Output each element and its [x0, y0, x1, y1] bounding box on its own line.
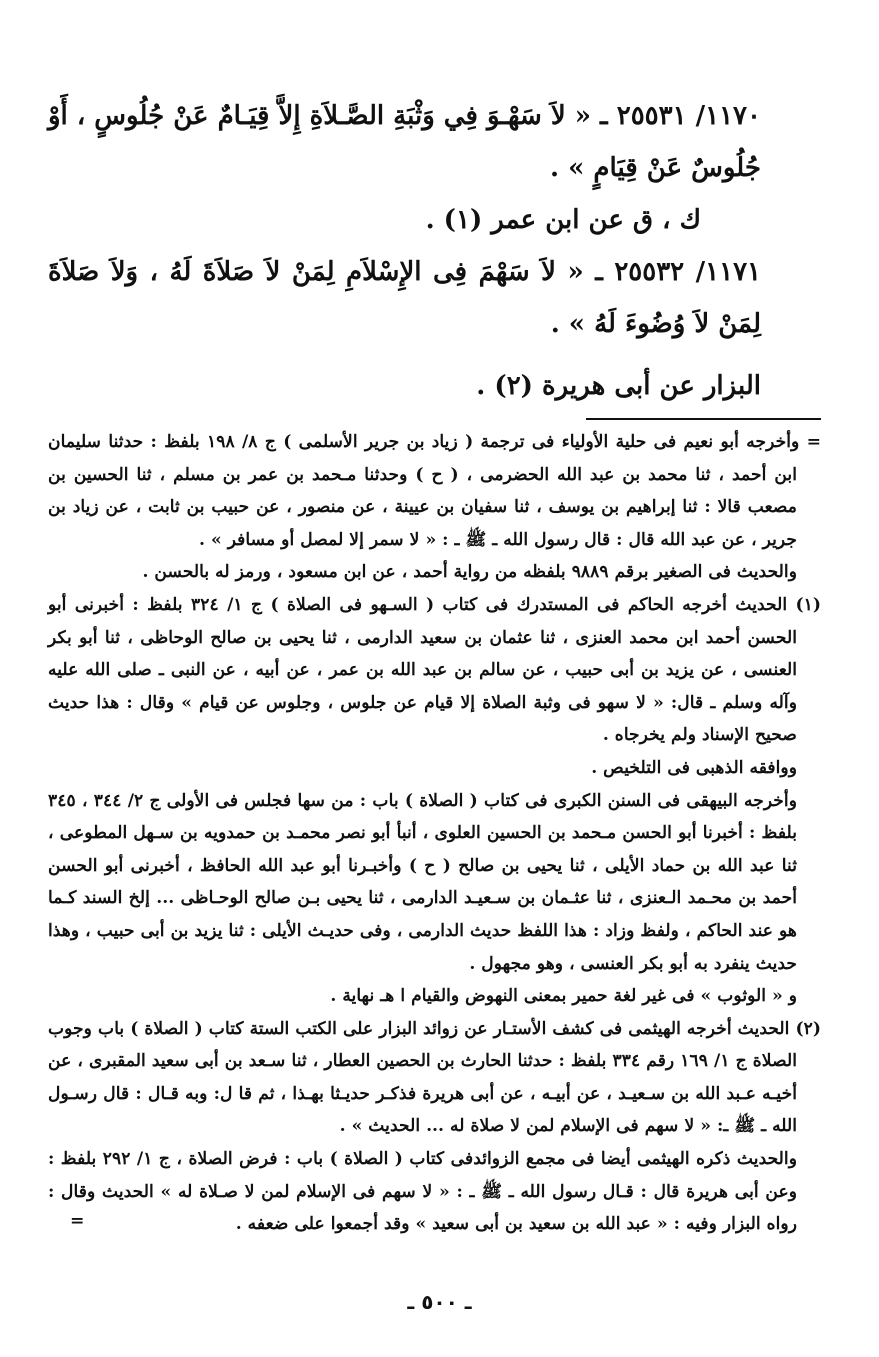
- footnotes: [48, 426, 822, 1235]
- hadith-1170-source: ك ، ق عن ابن عمر (١) .: [425, 205, 701, 235]
- footnote-separator: [586, 418, 821, 420]
- hadith-1171-source: البزار عن أبى هريرة (٢) .: [476, 371, 761, 401]
- footnote-1: (١) الحديث أخرجه الحاكم فى المستدرك فى كتاب ( السـهو فى الصلاة ) ج ١/ ٣٢٤ بلفظ : أخبرنى أبو الحسن أحمد ابن محمد العنزى ، ثنا عثمان بن سعيد الدارمى ، ثنا يحيى بن صالح الوحاظى ، ثنا أبو بكر العنسى ، عن يزيد بن أبى حبيب ، عن سالم بن عبد الله بن عمر ، عن أبيه ، عن النبى ـ صلى الله عليه وآله وسلم ـ قال: « لا سهو فى وثبة الصلاة إلا قيام عن جلوس ، وجلوس عن قيام » وقال : هذا حديث صحيح الإسناد ولم يخرجاه .: [48, 594, 822, 746]
- footnote-continuation-2: والحديث فى الصغير برقم ٩٨٨٩ بلفظه من رواية أحمد ، عن ابن مسعود ، ورمز له بالحسن .: [142, 562, 797, 583]
- footnote-continuation: = وأخرجه أبو نعيم فى حلية الأولياء فى ترجمة ( زياد بن جرير الأسلمى ) ج ٨/ ١٩٨ بلفظ : حدثنا سليمان ابن أحمد ، ثنا محمد بن عبد الله الحضرمى ، ( ح ) وحدثنا مـحمد بن عمر بن مسلم ، ثنا الحسين بن مصعب قالا : ثنا إبراهيم بن يوسف ، ثنا سفيان بن عيينة ، عن منصور ، عن حبيب بن ثابت ، عن زياد بن جرير ، عن عبد الله قال : قال رسول الله ـ ﷺ ـ : « لا سمر إلا لمصل أو مسافر » .: [48, 432, 821, 550]
- footnote-2-majma: والحديث ذكره الهيثمى أيضا فى مجمع الزوائدفى كتاب ( الصلاة ) باب : فرض الصلاة ، ج ١/ ٢٩٢ بلفظ : وعن أبى هريرة قال : قـال رسول الله ـ ﷺ ـ : « لا سهم فى الإسلام لمن لا صـلاة له » الحديث وقال : رواه البزار وفيه : « عبد الله بن سعيد بن أبى سعيد » وقد أجمعوا على ضعفه .: [48, 1149, 797, 1235]
- footnote-1-bayhaqi: وأخرجه البيهقى فى السنن الكبرى فى كتاب ( الصلاة ) باب : من سها فجلس فى الأولى ج ٢/ ٣٤٤ ، ٣٤٥ بلفظ : أخبرنا أبو الحسن مـحمد بن الحسين العلوى ، أنبأ أبو نصر محمـد بن حمدويه بن سـهل المطوعى ، ثنا عبد الله بن حماد الأيلى ، ثنا يحيى بن صالح ( ح ) وأخبـرنا أبو عبد الله الحافظ ، أخبرنى أبو الحسن أحمد بن محـمد الـعنزى ، ثنا عثـمان بن سـعيـد الدارمى ، ثنا يحيى بـن صالح الوحـاظى ... إلخ السند كـما هو عند الحاكم ، ولفظ وزاد : هذا اللفظ حديث الدارمى ، وفى حديـث الأيلى : ثنا يزيد بن أبى حبيب ، وهذا حديث ينفرد به أبو بكر العنسى ، وهو مجهول .: [48, 790, 797, 974]
- footnote-1-wuthub: و « الوثوب » فى غير لغة حمير بمعنى النهوض والقيام ا هـ نهاية .: [330, 986, 797, 1007]
- hadith-1171: ١١٧١/ ٢٥٥٣٢ ـ « لاَ سَهْمَ فِى الإِسْلاَمِ لِمَنْ لاَ صَلاَةَ لَهُ ، وَلاَ صَلاَةَ لِمَنْ لاَ وُضُوءَ لَهُ » .: [48, 257, 761, 339]
- footnote-2: (٢) الحديث أخرجه الهيثمى فى كشف الأستـار عن زوائد البزار على الكتب الستة كتاب ( الصلاة ) باب وجوب الصلاة ج ١/ ١٦٩ رقم ٣٣٤ بلفظ : حدثنا الحارث بن الحصين العطار ، ثنا سـعد بن أبى سعيد المقبرى ، عن أخيـه عـبد الله بن سـعيـد ، عن أبيـه ، عن أبى هريرة فذكـر حديـثا بهـذا ، ثم قا ل: وبه قـال : قال رسـول الله ـ ﷺ ـ: « لا سهم فى الإسلام لمن لا صلاة له ... الحديث » .: [48, 1018, 821, 1137]
- page-number: ـ ٥٠٠ ـ: [407, 1290, 472, 1314]
- hadith-1170: ١١٧٠/ ٢٥٥٣١ ـ « لاَ سَهْـوَ فِي وَثْبَةِ الصَّـلاَةِ إِلاَّ قِيَـامٌ عَنْ جُلُوسٍ ، أَوْ جُلُوسٌ عَنْ قِيَامٍ » .: [48, 101, 761, 183]
- footnote-1-dhahabi: ووافقه الذهبى فى التلخيص .: [591, 757, 797, 778]
- continuation-mark: =: [70, 1210, 85, 1231]
- main-text: [48, 90, 761, 412]
- spacer: [48, 350, 761, 360]
